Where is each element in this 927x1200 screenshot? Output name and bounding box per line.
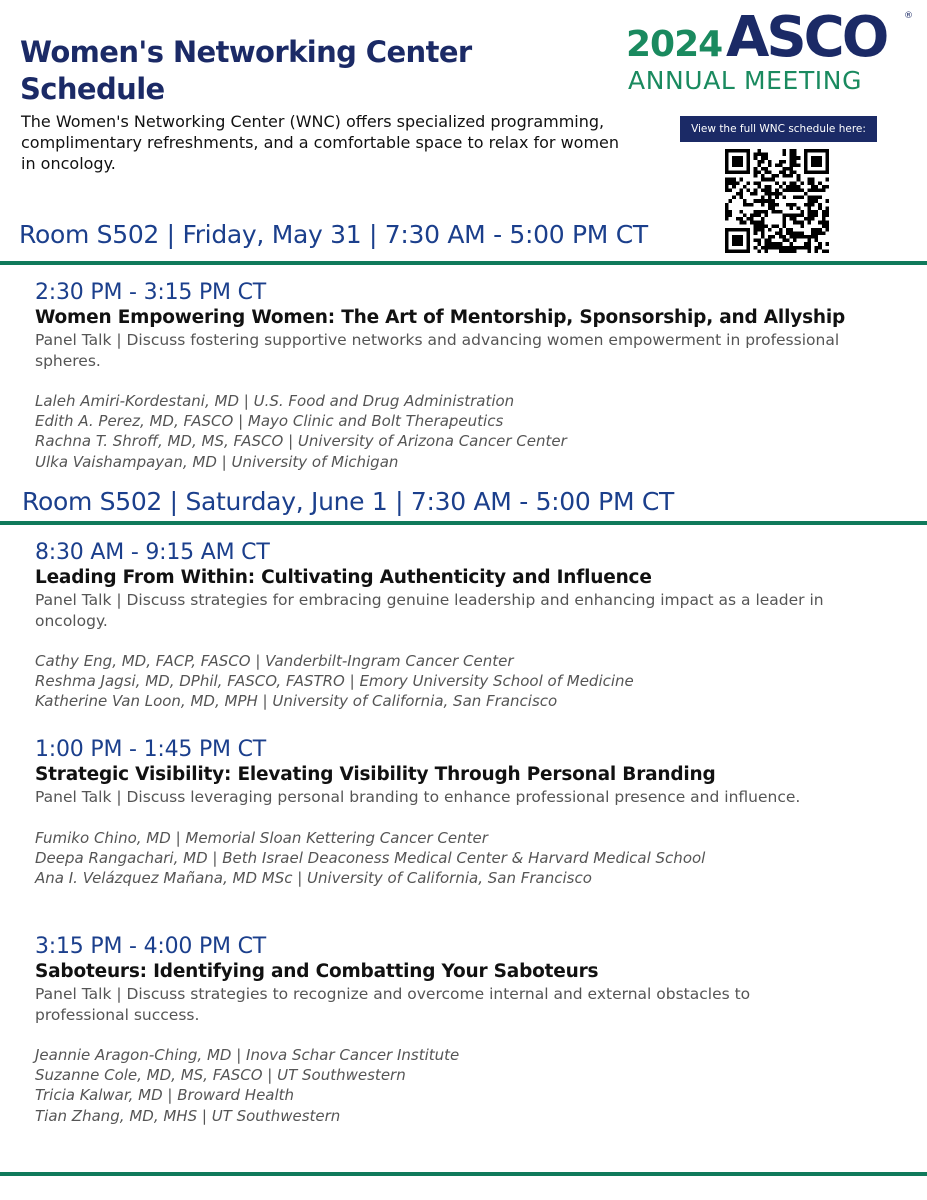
session-description: Panel Talk | Discuss fostering supportive networks and advancing women empowerment in professional spheres. (35, 331, 840, 370)
session-time: 8:30 AM - 9:15 AM CT (35, 540, 270, 565)
speaker: Rachna T. Shroff, MD, MS, FASCO | University of Arizona Cancer Center (35, 432, 567, 451)
intro-text: The Women's Networking Center (WNC) offers specialized programming, complimentary refreshments, and a comfortable space to relax for women in oncology. (21, 112, 620, 173)
divider (0, 521, 927, 525)
session-block (35, 934, 895, 1126)
day-heading-friday: Room S502 | Friday, May 31 | 7:30 AM - 5:00 PM CT (19, 220, 648, 249)
session-time: 3:15 PM - 4:00 PM CT (35, 934, 267, 959)
speaker: Reshma Jagsi, MD, DPhil, FASCO, FASTRO | Emory University School of Medicine (35, 672, 634, 691)
speaker: Laleh Amiri-Kordestani, MD | U.S. Food and Drug Administration (35, 392, 515, 410)
speaker: Suzanne Cole, MD, MS, FASCO | UT Southwestern (35, 1066, 406, 1085)
speaker: Fumiko Chino, MD | Memorial Sloan Kettering Cancer Center (35, 828, 488, 847)
speaker: Edith A. Perez, MD, FASCO | Mayo Clinic and Bolt Therapeutics (35, 412, 504, 431)
divider (0, 261, 927, 265)
session-title: Women Empowering Women: The Art of Mentorship, Sponsorship, and Allyship (35, 307, 846, 328)
full-schedule-link[interactable]: View the full WNC schedule here: (680, 116, 877, 142)
speaker: Cathy Eng, MD, FACP, FASCO | Vanderbilt-Ingram Cancer Center (35, 652, 514, 670)
speaker-list (35, 651, 895, 712)
speaker-list (35, 828, 895, 889)
session-block (35, 280, 895, 472)
registered-mark: ® (904, 11, 913, 21)
asco-logo (626, 5, 913, 98)
session-description: Panel Talk | Discuss strategies to recognize and overcome internal and external obstacles to professional success. (35, 985, 751, 1024)
logo-year: 2024 (626, 24, 723, 65)
day-heading-saturday: Room S502 | Saturday, June 1 | 7:30 AM - 5:00 PM CT (22, 487, 674, 516)
session-time: 2:30 PM - 3:15 PM CT (35, 280, 267, 305)
session-description: Panel Talk | Discuss strategies for embracing genuine leadership and enhancing impact as a leader in oncology. (35, 591, 824, 630)
speaker: Ulka Vaishampayan, MD | University of Michigan (35, 452, 399, 471)
page-title: Women's Networking Center Schedule (20, 35, 472, 106)
logo-subtitle: ANNUAL MEETING (628, 66, 863, 95)
footer-divider (0, 1172, 927, 1176)
qr-code-icon[interactable] (725, 149, 829, 253)
speaker: Jeannie Aragon-Ching, MD | Inova Schar Cancer Institute (35, 1046, 460, 1064)
session-block (35, 737, 895, 888)
speaker-list (35, 391, 895, 472)
speaker-list (35, 1045, 895, 1126)
speaker: Katherine Van Loon, MD, MPH | University of California, San Francisco (35, 692, 558, 711)
speaker: Tricia Kalwar, MD | Broward Health (35, 1086, 295, 1105)
session-time: 1:00 PM - 1:45 PM CT (35, 737, 267, 762)
logo-org: ASCO (726, 5, 887, 70)
session-block (35, 540, 895, 712)
speaker: Tian Zhang, MD, MHS | UT Southwestern (35, 1106, 341, 1125)
session-title: Strategic Visibility: Elevating Visibility Through Personal Branding (35, 764, 716, 785)
session-description: Panel Talk | Discuss leveraging personal branding to enhance professional presence and influence. (35, 788, 801, 806)
session-title: Leading From Within: Cultivating Authenticity and Influence (35, 567, 652, 588)
speaker: Ana I. Velázquez Mañana, MD MSc | University of California, San Francisco (35, 868, 592, 887)
speaker: Deepa Rangachari, MD | Beth Israel Deaconess Medical Center & Harvard Medical School (35, 848, 706, 867)
session-title: Saboteurs: Identifying and Combatting Your Saboteurs (35, 961, 599, 982)
